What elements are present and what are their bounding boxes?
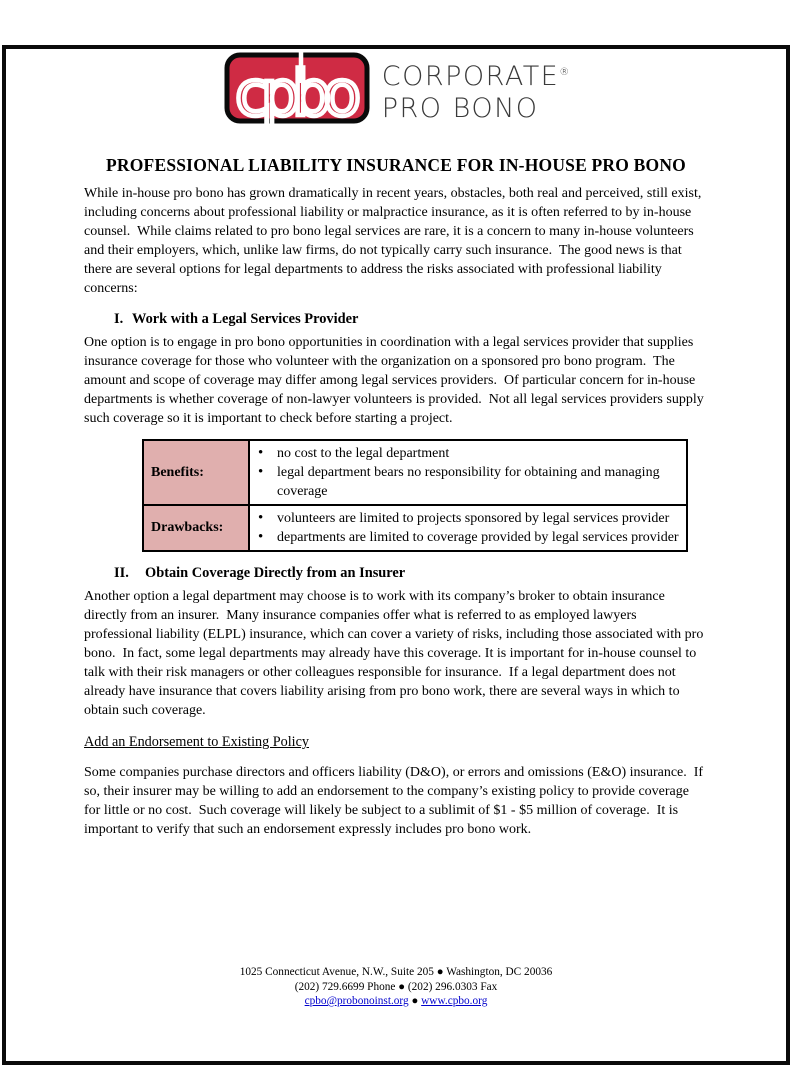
logo-wordmark — [382, 57, 570, 125]
subsection-paragraph: Some companies purchase directors and officers liability (D&O), or errors and omissions (E&O) insurance. If so, their insurer may be willing to add an endorsement to the company’s existing policy to provide coverage for little or no cost. Such coverage will likely be subject to a sublimit of $1 - $5 million of coverage. It is important to verify that such an endorsement expressly includes pro bono work. — [84, 765, 707, 837]
section-1-paragraph: One option is to engage in pro bono opportunities in coordination with a legal services provider that supplies insurance coverage for those who volunteer with the organization on a sponsored pro bono program. The amount and scope of coverage may differ among legal services providers. Of particular concern for in-house departments is whether coverage of non-lawyer volunteers is provided. Not all legal services providers supply such coverage so it is important to check before starting a project. — [84, 335, 708, 426]
footer-phone-line: (202) 729.6699 Phone ● (202) 296.0303 Fax — [294, 980, 498, 993]
section-2-heading-text: Obtain Coverage Directly from an Insurer — [145, 565, 406, 581]
page-title: PROFESSIONAL LIABILITY INSURANCE FOR IN-HOUSE PRO BONO — [106, 155, 686, 175]
drawbacks-items — [249, 505, 687, 551]
list-item: • legal department bears no responsibility for obtaining and managing coverage — [250, 463, 680, 501]
logo-mark-text: cpbo — [234, 57, 361, 130]
footer — [0, 965, 792, 1009]
section-2-paragraph: Another option a legal department may choose is to work with its company’s broker to obtain insurance directly from an insurer. Many insurance companies offer what is referred to as employed lawyers professional liability (ELPL) insurance, which can cover a variety of risks, including those associated with pro bono. In fact, some legal departments may already have this coverage. It is important for in-house counsel to talk with their risk managers or other colleagues responsible for insurance. If a legal department does not already have insurance that covers liability arising from pro bono work, there are several ways in which to obtain such coverage. — [84, 589, 707, 718]
section-2-heading — [114, 564, 708, 583]
footer-address-line: 1025 Connecticut Avenue, N.W., Suite 205 ● Washington, DC 20036 — [239, 966, 553, 978]
list-item: • departments are limited to coverage provided by legal services provider — [250, 528, 680, 547]
list-item: • volunteers are limited to projects sponsored by legal services provider — [250, 509, 680, 528]
list-item: • no cost to the legal department — [250, 444, 680, 463]
website-link[interactable]: www.cpbo.org — [421, 995, 488, 1007]
footer-links-line — [0, 994, 792, 1009]
benefits-label: Benefits: — [143, 440, 249, 505]
wordmark-pro-bono: PRO BONO — [381, 93, 539, 124]
section-1-number: I. — [114, 311, 124, 327]
logo — [0, 43, 792, 138]
intro-paragraph: While in-house pro bono has grown dramatically in recent years, obstacles, both real and perceived, still exist, including concerns about professional liability or malpractice insurance, as it is often referred to by in-house counsel. While claims related to pro bono legal services are rare, it is a concern to many in-house volunteers and their employers, which, unlike law firms, do not typically carry such insurance. The good news is that there are several options for legal departments to address the risks associated with professional liability concerns: — [84, 186, 705, 296]
registered-mark: ® — [559, 67, 570, 78]
logo-wordmark-line1 — [382, 57, 570, 93]
drawbacks-label: Drawbacks: — [143, 505, 249, 551]
section-2-number: II. — [114, 565, 129, 581]
section-1-heading-text: Work with a Legal Services Provider — [132, 311, 359, 327]
table-row-drawbacks — [143, 505, 687, 551]
benefits-items — [249, 440, 687, 505]
email-link[interactable]: cpbo@probonoinst.org — [304, 995, 409, 1007]
table-row-benefits — [143, 440, 687, 505]
benefits-drawbacks-table — [142, 439, 688, 552]
footer-separator: ● — [411, 995, 419, 1007]
wordmark-corporate: CORPORATE — [381, 61, 560, 92]
section-1-heading — [114, 310, 708, 329]
document-body — [0, 154, 792, 839]
subsection-heading: Add an Endorsement to Existing Policy — [84, 734, 310, 750]
cpbo-logo-icon — [223, 43, 373, 138]
